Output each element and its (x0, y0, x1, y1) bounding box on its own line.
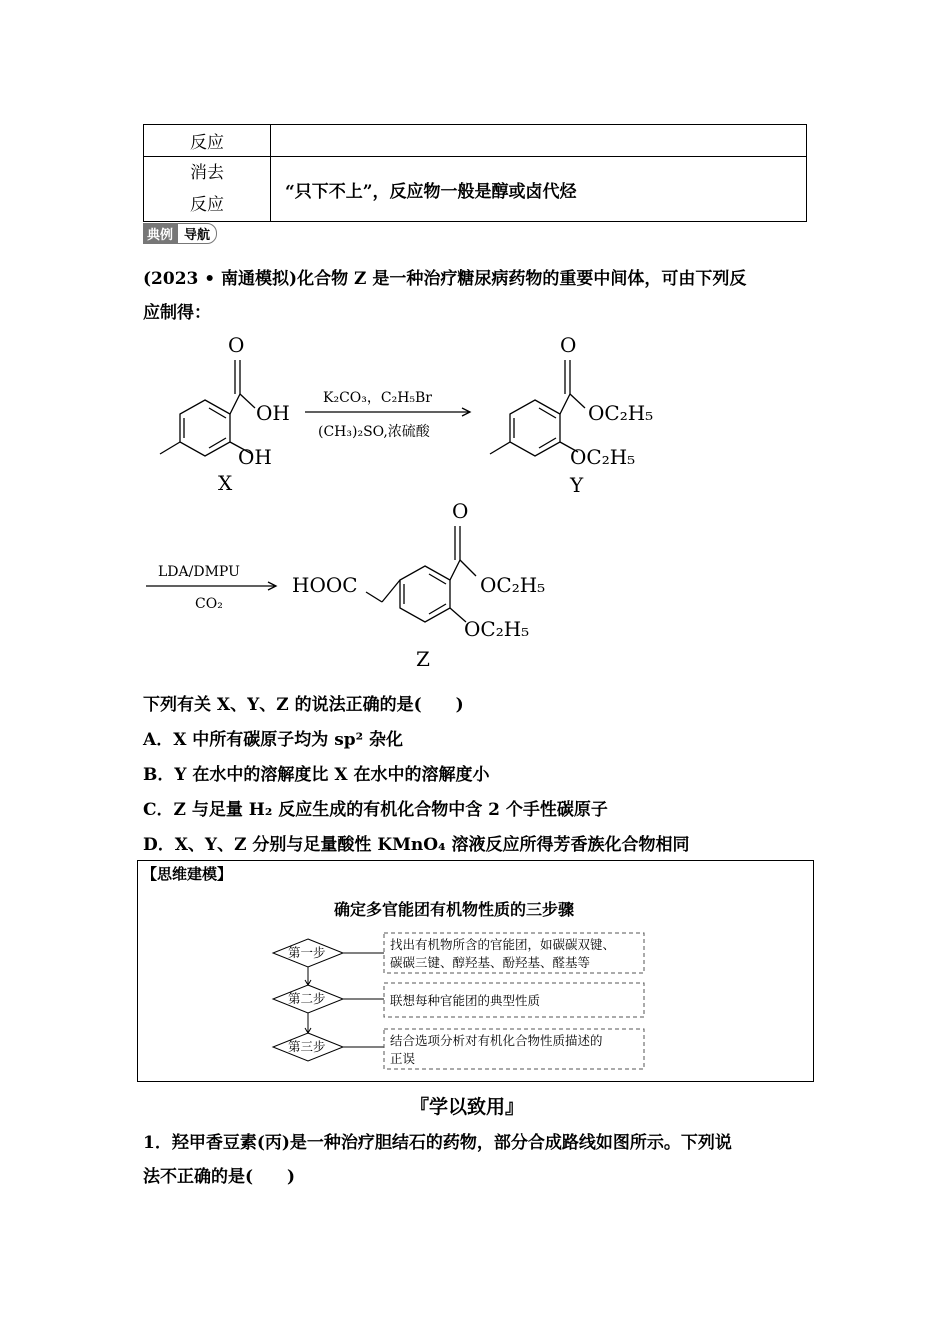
step1-label: 第一步 (288, 945, 326, 960)
label-x: X (218, 471, 233, 495)
z-hooc: HOOC (292, 573, 358, 597)
label-z: Z (416, 647, 430, 671)
reaction-scheme (0, 330, 950, 675)
question-line2: 应制得： (143, 303, 211, 323)
y-ester-oet: OC₂H₅ (588, 401, 654, 425)
example-tag: 典例 导航 (143, 223, 217, 243)
y-ether-oet: OC₂H₅ (570, 445, 636, 469)
reaction-table (143, 124, 807, 222)
option-b[interactable]: B．Y 在水中的溶解度比 X 在水中的溶解度小 (143, 765, 490, 785)
reagent1-top: K₂CO₃，C₂H₅Br (323, 390, 432, 406)
table-row1-content (271, 125, 807, 157)
model-header: 【思维建模】 (142, 865, 233, 883)
table-row2-content: “只下不上”，反应物一般是醇或卤代烃 (271, 157, 807, 222)
q1-line1: 1．羟甲香豆素(丙)是一种治疗胆结石的药物，部分合成路线如图所示。下列说 (143, 1133, 732, 1153)
reagent1-bottom: (CH₃)₂SO,浓硫酸 (318, 424, 430, 440)
z-ester-oet: OC₂H₅ (480, 573, 546, 597)
y-carbonyl-o: O (560, 333, 577, 357)
label-y: Y (570, 473, 584, 497)
step3-label: 第三步 (288, 1039, 326, 1054)
z-carbonyl-o: O (452, 499, 469, 523)
step3-text1: 结合选项分析对有机化合物性质描述的 (390, 1033, 603, 1048)
thinking-model-box (137, 860, 814, 1082)
section-title: 『学以致用』 (410, 1096, 525, 1118)
option-c[interactable]: C．Z 与足量 H₂ 反应生成的有机化合物中含 2 个手性碳原子 (143, 800, 608, 820)
table-row1-label: 反应 (144, 125, 271, 157)
step1-text2: 碳碳三键、醇羟基、酚羟基、醛基等 (390, 955, 591, 970)
x-carbonyl-o: O (228, 333, 245, 357)
reagent2-bottom: CO₂ (195, 596, 223, 612)
z-ether-oet: OC₂H₅ (464, 617, 530, 641)
question-stem: 下列有关 X、Y、Z 的说法正确的是( ) (143, 695, 464, 715)
q1-line2: 法不正确的是( ) (143, 1167, 296, 1187)
step2-label: 第二步 (288, 991, 326, 1006)
model-flowchart (138, 861, 813, 1081)
model-title: 确定多官能团有机物性质的三步骤 (334, 900, 575, 919)
question-line1: (2023 • 南通模拟)化合物 Z 是一种治疗糖尿病药物的重要中间体，可由下列反 (143, 269, 747, 289)
reagent2-top: LDA/DMPU (158, 564, 240, 580)
table-row2-label: 消去 反应 (144, 157, 271, 222)
x-phenol-oh: OH (238, 445, 272, 469)
x-acid-oh: OH (256, 401, 290, 425)
step1-text1: 找出有机物所含的官能团，如碳碳双键、 (390, 937, 616, 952)
option-a[interactable]: A．X 中所有碳原子均为 sp² 杂化 (143, 730, 404, 750)
step3-text2: 正误 (390, 1051, 416, 1066)
option-d[interactable]: D．X、Y、Z 分别与足量酸性 KMnO₄ 溶液反应所得芳香族化合物相同 (143, 835, 690, 855)
step2-text1: 联想每种官能团的典型性质 (390, 993, 541, 1008)
